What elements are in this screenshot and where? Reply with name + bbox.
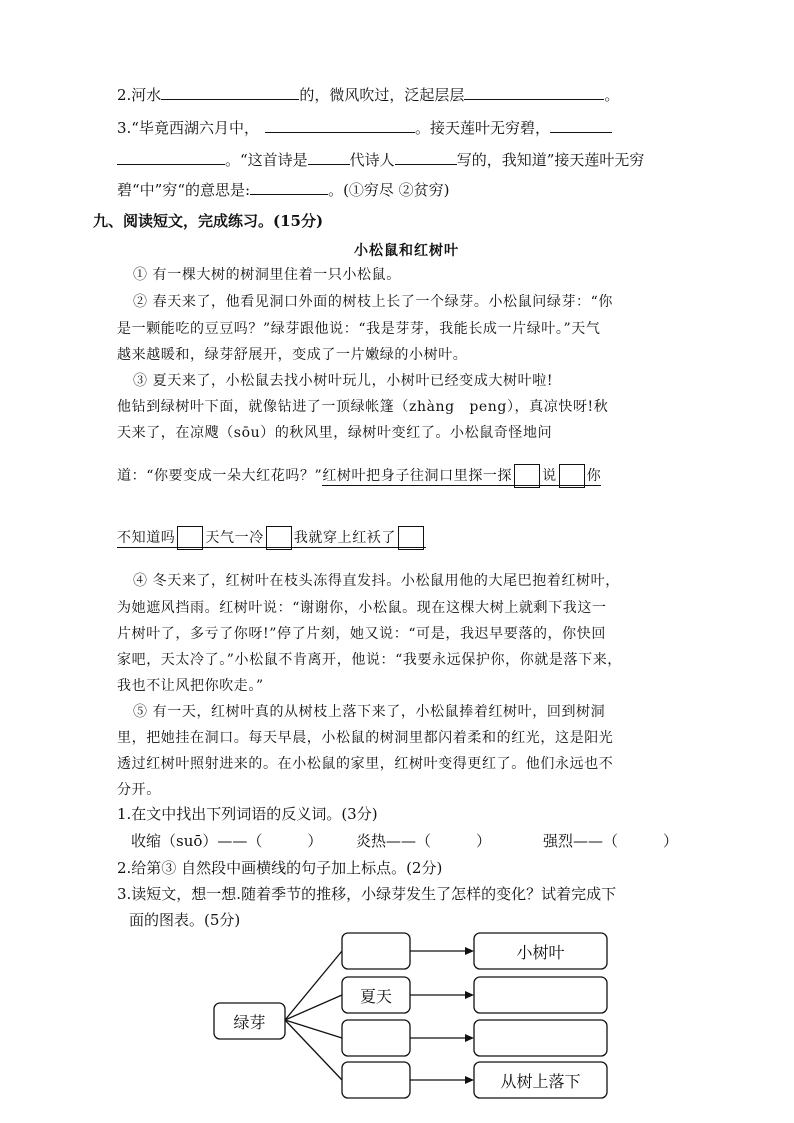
question-3-line: 3.读短文，想一想.随着季节的推移，小绿芽发生了怎样的变化？试着完成下: [117, 885, 617, 903]
story-paragraph-4-line: 为她遮风挡雨。红树叶说：“谢谢你，小松鼠。现在这棵大树上就剩下我这一: [117, 600, 607, 616]
story-paragraph-5-line: 分开。: [117, 782, 161, 798]
question-1: 1.在文中找出下列词语的反义词。(3分): [117, 805, 378, 823]
story-paragraph-3-line: 天来了，在凉飕（sōu）的秋风里，绿树叶变红了。小松鼠奇怪地问: [117, 425, 553, 441]
story-paragraph-4-line: ④ 冬天来了，红树叶在枝头冻得直发抖。小松鼠用他的大尾巴抱着红树叶，: [133, 573, 620, 589]
story-paragraph-2-line: 越来越暖和，绿芽舒展开，变成了一片嫩绿的小树叶。: [117, 347, 468, 363]
connector-line: [285, 995, 342, 1020]
story-text: 我就穿上红袄了: [293, 530, 397, 546]
arrow-head-icon: [465, 947, 474, 955]
story-paragraph-5-line: 里，把她挂在洞口。每天早晨，小松鼠的树洞里都闪着柔和的红光，这是阳光: [117, 730, 614, 746]
story-text: 你: [586, 468, 602, 484]
story-text: 说: [542, 468, 557, 484]
season-label-summer: 夏天: [359, 986, 392, 1006]
diagram-root-label: 绿芽: [233, 1012, 266, 1032]
fill-q2-prefix: 2.河水: [117, 86, 162, 104]
story-paragraph-2-line: 是一颗能吃的豆豆吗？”绿芽跟他说：“我是芽芽，我能长成一片绿叶。”天气: [117, 321, 601, 337]
question-1-item-strong: 强烈——（ ）: [543, 832, 679, 850]
story-paragraph-1: ① 有一棵大树的树洞里住着一只小松鼠。: [133, 267, 401, 283]
story-text: 不知道吗: [117, 530, 176, 546]
question-1-item-hot: 炎热——（ ）: [356, 832, 492, 850]
story-text: 天气一冷: [205, 530, 264, 546]
season-answer-box[interactable]: [342, 1062, 410, 1098]
fill-q3-text: 碧“中”穷“的意思是:: [117, 181, 251, 199]
story-paragraph-5-line: ⑤ 有一天，红树叶真的从树枝上落下来了，小松鼠捧着红树叶，回到树洞: [133, 704, 606, 720]
fill-q2-mid: 的，微风吹过，泛起层层: [299, 86, 465, 104]
arrow-head-icon: [465, 991, 474, 999]
story-text: 道：“你要变成一朵大红花吗？”: [117, 468, 323, 484]
question-2: 2.给第③ 自然段中画横线的句子加上标点。(2分): [117, 859, 443, 877]
arrow-head-icon: [465, 1034, 474, 1042]
result-label-fall-from-tree: 从树上落下: [500, 1071, 581, 1091]
fill-q3-text: 。(①穷尽 ②贫穷): [328, 181, 450, 199]
arrow-head-icon: [465, 1076, 474, 1084]
fill-q3-text: 。“这首诗是: [225, 151, 308, 169]
fill-q3-prefix: 3.“毕竟西湖六月中，: [117, 119, 259, 137]
story-paragraph-4-line: 我也不让风把你吹走。”: [117, 678, 264, 694]
question-1-item-shrink: 收缩（suō）——（ ）: [131, 832, 323, 850]
result-label-small-leaf: 小树叶: [516, 942, 565, 962]
story-paragraph-3-line: 他钻到绿树叶下面，就像钻进了一顶绿帐篷（zhàng peng），真凉快呀!秋: [117, 399, 609, 415]
story-paragraph-4-line: 片树叶了，多亏了你呀!”停了片刻，她又说：“可是，我迟早要落的，你快回: [117, 626, 606, 642]
fill-q3-text: 代诗人: [349, 151, 395, 169]
season-answer-box[interactable]: [342, 1020, 410, 1056]
story-paragraph-3-line: ③ 夏天来了，小松鼠去找小树叶玩儿，小树叶已经变成大树叶啦!: [133, 373, 554, 389]
story-paragraph-4-line: 家吧，天太冷了。”小松鼠不肯离开，他说：“我要永远保护你，你就是落下来，: [117, 652, 622, 668]
fill-q2-end: 。: [604, 86, 620, 104]
season-answer-box[interactable]: [342, 933, 410, 969]
story-title: 小松鼠和红树叶: [354, 243, 459, 259]
result-answer-box[interactable]: [474, 977, 607, 1013]
fill-q3-mid: 。接天莲叶无穷碧，: [414, 119, 550, 137]
section-heading: 九、阅读短文，完成练习。(15分): [93, 212, 324, 230]
fill-q3-text: 写的，我知道”接天莲叶无穷: [456, 151, 645, 169]
story-text: 红树叶把身子往洞口里探一探: [322, 468, 513, 484]
connector-line: [285, 951, 342, 1020]
story-paragraph-2-line: ② 春天来了，他看见洞口外面的树枝上长了一个绿芽。小松鼠问绿芽：“你: [133, 294, 614, 310]
question-3-line: 面的图表。(5分): [129, 911, 241, 929]
result-answer-box[interactable]: [474, 1020, 607, 1056]
story-paragraph-5-line: 透过红树叶照射进来的。在小松鼠的家里，红树叶变得更红了。他们永远也不: [117, 756, 614, 772]
